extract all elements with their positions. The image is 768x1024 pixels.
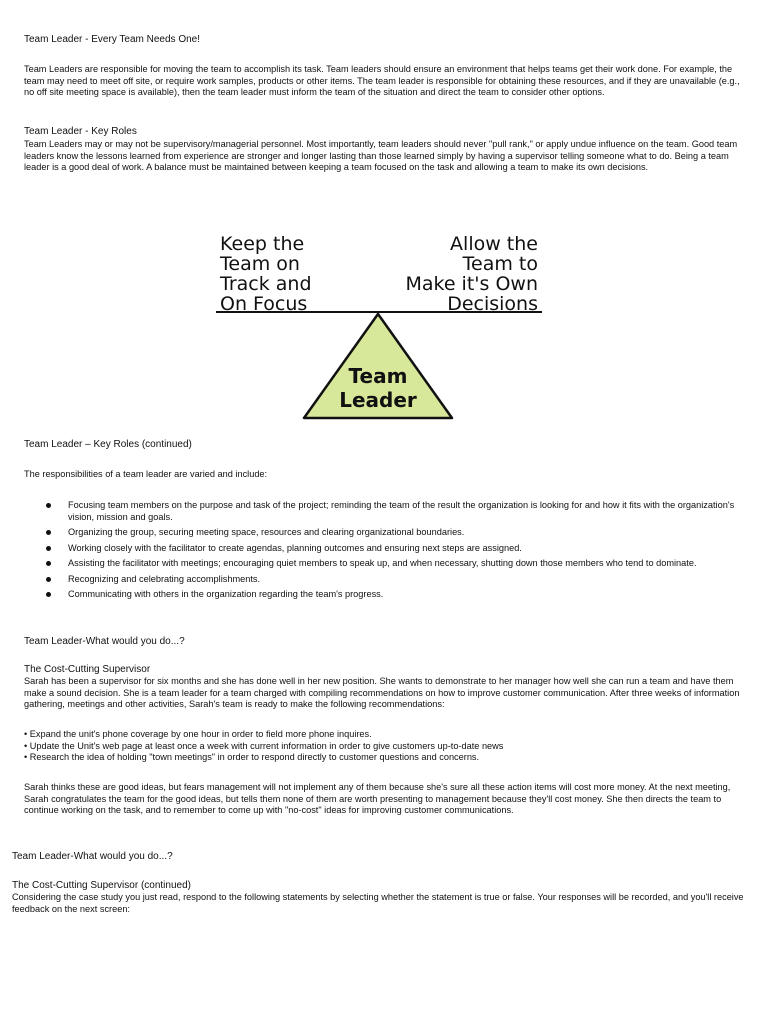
left-text-line: Track and xyxy=(220,273,312,295)
responsibilities-intro: The responsibilities of a team leader are varied and include: xyxy=(24,469,268,479)
section-body-key-roles: Team Leaders may or may not be supervisory/managerial personnel. Most importantly, team leaders should never "pull rank," or apply undue influence on the team. Good team leaders know the lessons learned from experience are stronger and longer lasting than those learned simply by having a supervisor telling someone what to do. Being a team leader is a good deal of work. A balance must be maintained between keeping a team focused on the task and allowing a team to make its own decisions. xyxy=(24,139,738,173)
section-body-every-team: Team Leaders are responsible for moving the team to accomplish its task. Team leaders should ensure an environment that helps teams get their work done. For example, the team may need to meet off site, or require work samples, products or other items. The team leader is responsible for obtaining these resources, and if they are unavailable (e.g., no off site meeting space is available), then the team leader must inform the team of the situation and direct the team to consider other options. xyxy=(24,64,740,98)
responsibilities-list xyxy=(40,500,740,605)
list-item: Focusing team members on the purpose and task of the project; reminding the team of the result the organization is looking for and how it fits with the organization's vision, mission and goals. xyxy=(40,500,740,523)
case-study-body: Sarah has been a supervisor for six months and she has done well in her new position. She wants to demonstrate to her manager how well she can run a team and have them make a sound decision. She is a team leader for a team charged with compiling recommendations on how to improve customer communication. After three weeks of information gathering, meetings and other activities, Sarah's team is ready to make the following recommendations: xyxy=(24,676,740,710)
list-item: Working closely with the facilitator to create agendas, planning outcomes and ensuring next steps are assigned. xyxy=(40,543,740,555)
left-text-line: On Focus xyxy=(220,293,308,315)
right-text-group xyxy=(405,233,538,315)
recommendations-list xyxy=(24,729,503,764)
section-heading-key-roles: Team Leader - Key Roles xyxy=(24,126,137,137)
right-text-line: Allow the xyxy=(450,233,538,255)
case-study-continued-title: The Cost-Cutting Supervisor (continued) xyxy=(12,880,191,891)
section-heading-key-roles-continued: Team Leader – Key Roles (continued) xyxy=(24,439,192,450)
case-study-title: The Cost-Cutting Supervisor xyxy=(24,664,151,675)
list-item: Recognizing and celebrating accomplishments. xyxy=(40,574,740,586)
list-item: Assisting the facilitator with meetings; encouraging quiet members to speak up, and when necessary, shutting down those members who tend to dominate. xyxy=(40,558,740,570)
left-text-line: Team on xyxy=(220,253,300,275)
left-text-line: Keep the xyxy=(220,233,305,255)
left-text-group xyxy=(219,233,312,315)
fulcrum-label-line: Leader xyxy=(339,388,417,412)
case-study-closing: Sarah thinks these are good ideas, but fears management will not implement any of them because she's sure all these action items will cost more money. At the next meeting, Sarah congratulates the team for the good ideas, but tells them none of them are worth presenting to management because they'll cost money. She then directs the team to continue working on the task, and to remember to come up with "no-cost" ideas for improving customer communications. xyxy=(24,782,731,816)
list-item: Organizing the group, securing meeting space, resources and clearing organizational boundaries. xyxy=(40,527,740,539)
list-item: • Update the Unit's web page at least once a week with current information in order to give customers up-to-date news xyxy=(24,740,504,751)
right-text-line: Make it's Own xyxy=(405,273,538,295)
right-text-line: Team to xyxy=(462,253,538,275)
section-heading-what-would-you-do: Team Leader-What would you do...? xyxy=(24,636,185,647)
section-heading-every-team: Team Leader - Every Team Needs One! xyxy=(24,34,201,45)
list-item: • Research the idea of holding "town meetings" in order to respond directly to customer questions and concerns. xyxy=(24,752,480,763)
list-item: Communicating with others in the organization regarding the team's progress. xyxy=(40,589,740,601)
fulcrum-label-line: Team xyxy=(348,364,408,388)
list-item: • Expand the unit's phone coverage by one hour in order to field more phone inquires. xyxy=(24,729,372,739)
balance-figure xyxy=(210,228,550,424)
right-text-line: Decisions xyxy=(447,293,538,315)
section-heading-what-would-you-do-2: Team Leader-What would you do...? xyxy=(12,851,173,862)
case-study-instructions: Considering the case study you just read, respond to the following statements by selecting whether the statement is true or false. Your responses will be recorded, and you'll receive feedback on the next screen: xyxy=(12,892,744,914)
